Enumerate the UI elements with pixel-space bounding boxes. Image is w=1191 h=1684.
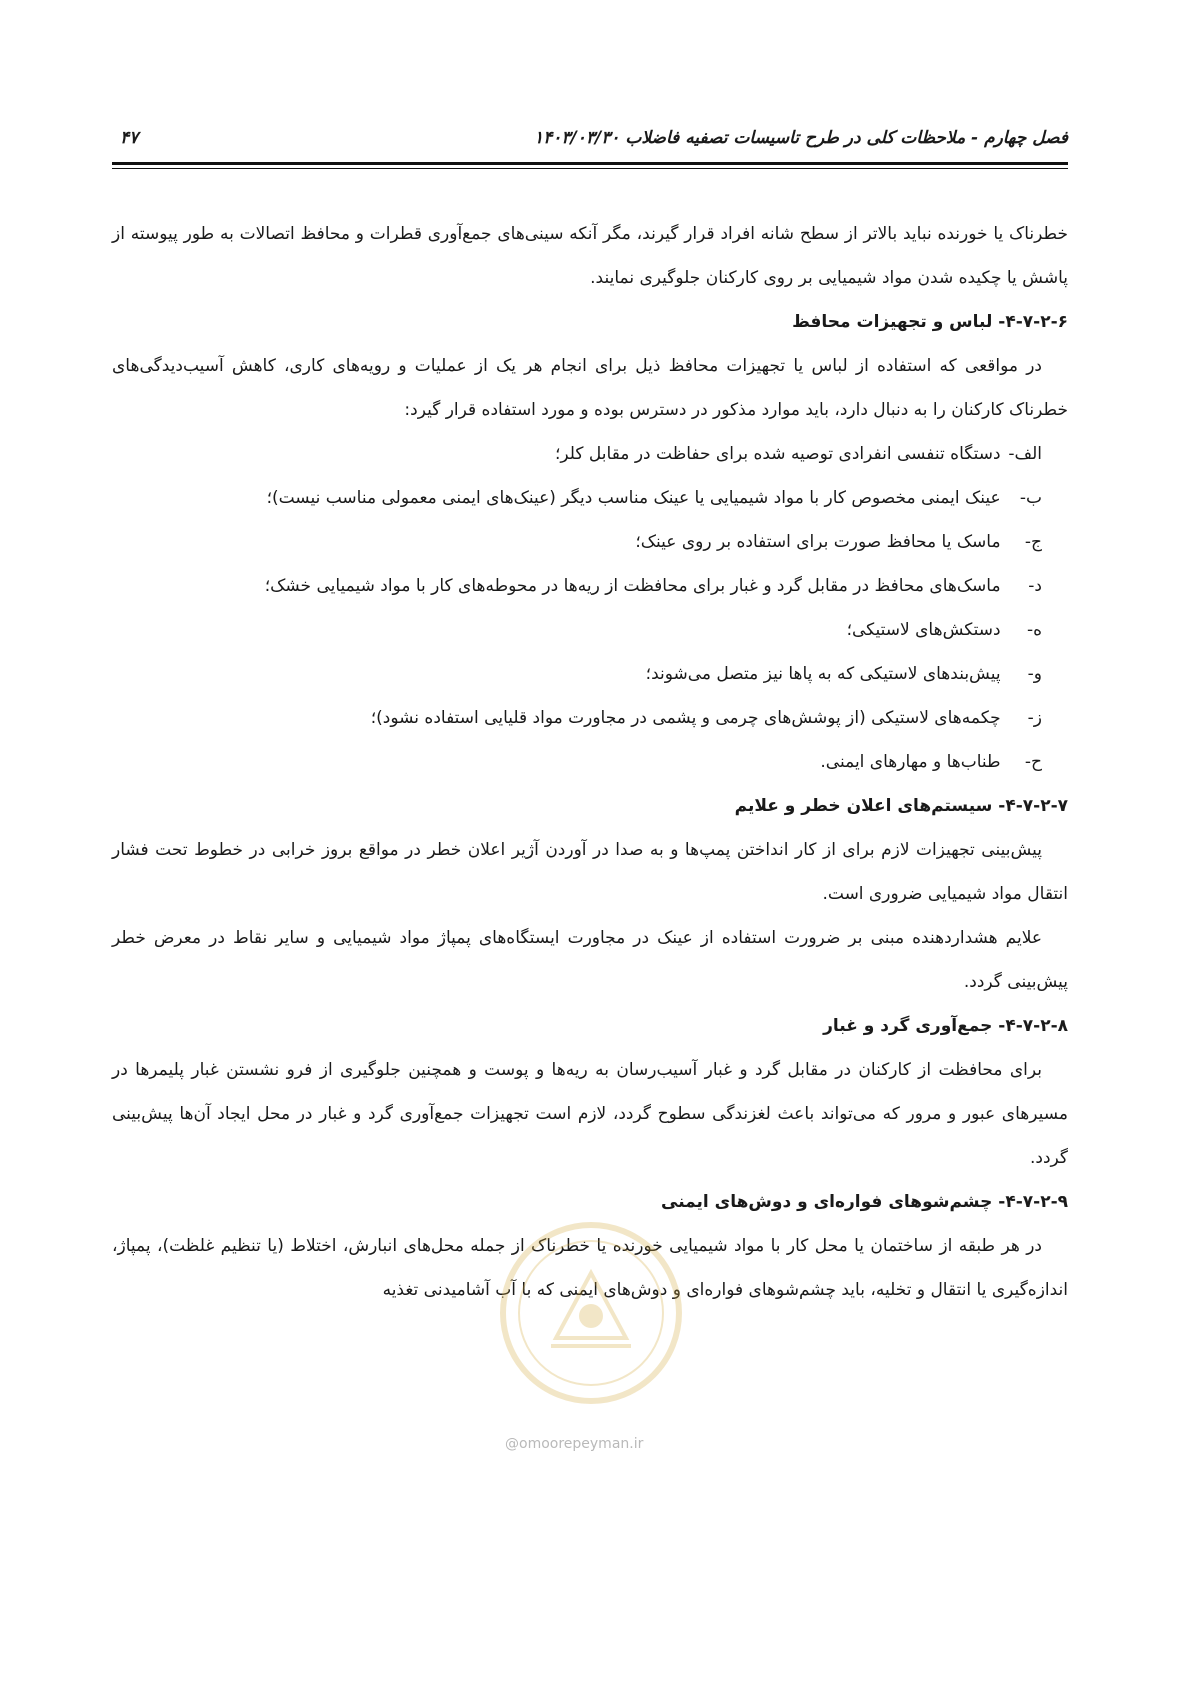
list-item (112, 740, 1042, 784)
list-item-text: ماسک‌های محافظ در مقابل گرد و غبار برای محافظت از ریه‌ها در محوطه‌های کار با مواد شیمیایی خشک؛ (264, 576, 1001, 596)
list-item-text: چکمه‌های لاستیکی (از پوشش‌های چرمی و پشمی در مجاورت مواد قلیایی استفاده نشود)؛ (370, 708, 1001, 728)
list-item (112, 696, 1042, 740)
header-rule-thick (112, 162, 1068, 165)
section-heading-dust-collection: ۴-۷-۲-۸- جمع‌آوری گرد و غبار (823, 1016, 1068, 1036)
section-heading-alarm-systems: ۴-۷-۲-۷- سیستم‌های اعلان خطر و علایم (734, 796, 1068, 816)
list-marker: د- (1028, 576, 1042, 596)
list-marker: و- (1027, 664, 1042, 684)
list-marker: ج- (1024, 532, 1042, 552)
page-number: ۴۷ (120, 128, 139, 148)
section-heading-protective-equipment: ۴-۷-۲-۶- لباس و تجهیزات محافظ (792, 312, 1068, 332)
list-item (112, 652, 1042, 696)
list-item (112, 564, 1042, 608)
list-item-text: پیش‌بندهای لاستیکی که به پاها نیز متصل می‌شوند؛ (645, 664, 1001, 684)
list-item-text: دستکش‌های لاستیکی؛ (846, 620, 1001, 640)
alarm-systems-paragraph-1: پیش‌بینی تجهیزات لازم برای از کار انداختن پمپ‌ها و به صدا در آوردن آژیر اعلان خطر در مواقع بروز خرابی در خطوط تحت فشار انتقال مواد شیمیایی ضروری است. (112, 840, 1068, 904)
list-item (112, 520, 1042, 564)
list-marker: ب- (1019, 488, 1042, 508)
document-body (112, 212, 1068, 1312)
protective-equipment-list (112, 432, 1068, 784)
chapter-title: فصل چهارم - ملاحظات کلی در طرح تاسیسات تصفیه فاضلاب ۱۴۰۳/۰۳/۳۰ (534, 128, 1068, 148)
protective-equipment-paragraph: در مواقعی که استفاده از لباس یا تجهیزات محافظ ذیل برای انجام هر یک از عملیات و رویه‌های کاری، کاهش آسیب‌دیدگی‌های خطرناک کارکنان را به دنبال دارد، باید موارد مذکور در دسترس بوده و مورد استفاده قرار گیرد: (112, 356, 1068, 420)
alarm-systems-paragraph-2: علایم هشداردهنده مبنی بر ضرورت استفاده از عینک در مجاورت ایستگاه‌های پمپاژ مواد شیمیایی و سایر نقاط در معرض خطر پیش‌بینی گردد. (112, 928, 1068, 992)
list-item (112, 476, 1042, 520)
header-rule-thin (112, 168, 1068, 169)
list-item (112, 608, 1042, 652)
list-item-text: دستگاه تنفسی انفرادی توصیه شده برای حفاظت در مقابل کلر؛ (555, 444, 1001, 464)
list-item (112, 432, 1042, 476)
eyewash-showers-paragraph: در هر طبقه از ساختمان یا محل کار با مواد شیمیایی خورنده یا خطرناک از جمله محل‌های انبارش، اختلاط (یا تنظیم غلظت)، پمپاژ، اندازه‌گیری یا انتقال و تخلیه، باید چشم‌شوهای فواره‌ای و دوش‌های ایمنی که با آب آشامیدنی تغذیه (112, 1236, 1068, 1300)
list-item-text: ماسک یا محافظ صورت برای استفاده بر روی عینک؛ (635, 532, 1001, 552)
list-marker: الف- (1008, 444, 1042, 464)
list-marker: ه- (1026, 620, 1042, 640)
list-marker: ز- (1027, 708, 1042, 728)
watermark-url: @omoorepeyman.ir (505, 1436, 644, 1452)
dust-collection-paragraph: برای محافظت از کارکنان در مقابل گرد و غبار آسیب‌رسان به ریه‌ها و پوست و همچنین جلوگیری از فرو نشستن غبار پلیمرها در مسیرهای عبور و مرور که می‌تواند باعث لغزندگی سطوح گردد، لازم است تجهیزات جمع‌آوری گرد و غبار در محل ایجاد آن‌ها پیش‌بینی گردد. (112, 1060, 1068, 1168)
section-heading-eyewash-showers: ۴-۷-۲-۹- چشم‌شوهای فواره‌ای و دوش‌های ایمنی (661, 1192, 1068, 1212)
page-header (112, 128, 1068, 158)
intro-paragraph: خطرناک یا خورنده نباید بالاتر از سطح شانه افراد قرار گیرند، مگر آنکه سینی‌های جمع‌آوری قطرات و محافظ اتصالات به طور پیوسته از پاشش یا چکیده شدن مواد شیمیایی بر روی کارکنان جلوگیری نمایند. (112, 224, 1068, 288)
list-item-text: طناب‌ها و مهارهای ایمنی. (820, 752, 1001, 772)
list-item-text: عینک ایمنی مخصوص کار با مواد شیمیایی یا عینک مناسب دیگر (عینک‌های ایمنی معمولی مناسب نیست)؛ (266, 488, 1001, 508)
list-marker: ح- (1024, 752, 1042, 772)
